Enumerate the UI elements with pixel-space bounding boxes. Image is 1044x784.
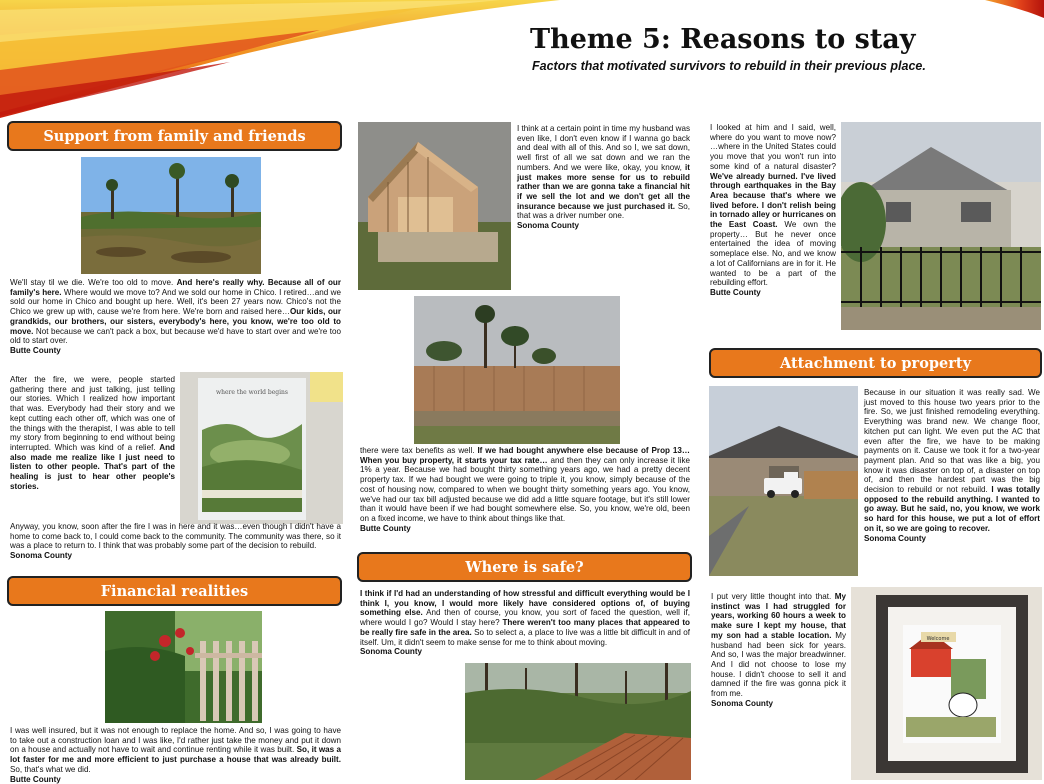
quote-part: and then they can only increase it like 1% a year. Because we had bought thirty something years ago, we had a pretty decent property tax. If we had bought we were going to triple it, you know, simply because of the cost of housing now, compared to when we bought thirty something years ago. You know, we've had our tax bill adjusted because we did add a little square footage, but it's still lower than it would have been if we had bought somewhere else. So, you know, we're old, been on a fixed income, we have to think about things like that. — [360, 455, 690, 523]
quote-part: We've already burned. I've lived through earthquakes in the Bay Area because that's where we lived before. I don't relish being in tornado alley or hurricanes on the East Coast. — [710, 171, 836, 230]
quote-part: There weren't too many places that appeared to be really fire safe in the area. — [360, 618, 690, 637]
quote-part: So, that's what we did. — [10, 764, 91, 774]
quote-source: Sonoma County — [711, 698, 774, 708]
quote-part: My husband had been sick for years. And so, I was the major breadwinner. And I did not choose to lose my house. I didn't choose to sell it and damned if the fire was gonna pick it from me. — [711, 630, 847, 699]
section-title-where-safe: Where is safe? — [465, 558, 584, 576]
quote-part: it just makes more sense for us to rebuild rather than we are gonna take a financial hit if we sell the lot and we don't get all the insurance because we just purchased it. — [517, 162, 690, 211]
quote-part: Because in our situation it was really sad. We just moved to this house two years prior to the fire. So, we just finished remodeling everything. Everything was brand new. We change floor, kitchen put can light. We even put the AC that even after the fire, we have to be making payments on it. Cause we took it for a two-year payment plan. And so that was like a big, you know it was disaster on top of, a disaster on top of, and then the hardest part was the big decision to rebuild or not rebuild. — [864, 388, 1040, 495]
quote-instinct — [711, 592, 846, 708]
quote-part: We'll stay til we die. We're too old to move. — [10, 278, 177, 287]
section-title-attachment: Attachment to property — [779, 354, 971, 372]
quote-part: Our kids, our grandkids, our brothers, our sisters, everybody's here, you know, we're too old to move. — [10, 307, 341, 336]
house-and-truck-photo — [709, 386, 858, 576]
framed-artwork-photo — [851, 587, 1042, 780]
page-title: Theme 5: Reasons to stay — [530, 24, 916, 55]
quote-part: My instinct was I had struggled for years, working 60 hours a week to make sure I kept my house, that my son had a stable location. — [711, 592, 846, 640]
quote-part: I was totally opposed to the rebuild anything. I wanted to go away. But he said, no, you know, we work so hard for this house, we put a lot of effort on it, so we are going to recover. — [864, 485, 1040, 533]
quote-part: I put very little thought into that. — [711, 592, 835, 601]
book-cover-photo — [180, 372, 343, 524]
page-subtitle: Factors that motivated survivors to rebuild in their previous place. — [532, 59, 926, 73]
house-with-iron-fence-photo — [841, 122, 1041, 330]
quote-part: there were tax benefits as well. — [360, 446, 478, 455]
section-banner-where-safe — [357, 552, 692, 582]
garden-lilies-photo — [105, 611, 262, 723]
quote-tax — [360, 446, 690, 533]
quote-remodel — [864, 388, 1040, 543]
quote-community-cont — [10, 522, 341, 561]
quote-part: I think if I'd had an understanding of how stressful and difficult everything would be I think I, you know, I would more likely have considered options of, of buying something else. — [360, 589, 690, 618]
quote-part: So, that was a driver number one. — [517, 201, 690, 221]
quote-part: I looked at him and I said, well, where do you want to move now? …where in the United States could you move that you won't run into some kind of a natural disaster? — [710, 123, 836, 171]
quote-part: After the fire, we were, people started gathering there and just talking, just telling our stories. Which I realized how important that was. Everybody had their story and we kept cutting each other off, which was one of the things with the therapist, I was able to tell my story from beginning to end without being interrupted. Which was kind of a relief. — [10, 375, 175, 452]
artwork-sign-text: Welcome — [926, 636, 950, 642]
quote-part: If we had bought anywhere else because of Prop 13… When you buy property, it starts your tax rate… — [360, 446, 690, 465]
quote-source: Butte County — [710, 287, 761, 297]
quote-source: Butte County — [10, 345, 61, 355]
quote-part: And then of course, you know, you sort of faced the question, well if, where would I go? Would I stay here? — [360, 608, 690, 628]
quote-family — [10, 278, 341, 356]
section-title-financial: Financial realities — [100, 582, 249, 600]
quote-fire-safe — [360, 589, 690, 657]
quote-source: Sonoma County — [517, 221, 580, 231]
quote-part: So to select a, a place to live was a little bit difficult in and of itself. Um, it didn't seem to make sense for me to think about moving. — [360, 627, 690, 647]
burned-landscape-photo — [81, 157, 261, 274]
quote-source: Sonoma County — [360, 647, 423, 657]
deck-and-forest-photo — [465, 663, 691, 780]
quote-rebuild-decision — [517, 124, 690, 231]
quote-source: Butte County — [360, 523, 411, 533]
quote-community — [10, 375, 175, 491]
quote-source: Sonoma County — [10, 551, 73, 561]
section-banner-support — [7, 121, 342, 151]
quote-natural-disaster — [710, 123, 836, 298]
quote-part: I was well insured, but it was not enough to replace the home. And so, I was going to have to take out a construction loan and I was like, I'd rather just take the money and put it down on a house and actually not have to wait and continue renting while it was built. — [10, 726, 341, 755]
book-title-text: where the world begins — [216, 389, 288, 396]
quote-part: And also made me realize like I just need to listen to other people. That's part of the healing is just to hear other people's stories. — [10, 442, 175, 491]
quote-part: So, it was a lot faster for me and more efficient to just purchase a house that was already built. — [10, 745, 341, 765]
section-banner-financial — [7, 576, 342, 606]
quote-part: I think at a certain point in time my husband was even like, I don't even know if I wanna go back and deal with all of this. And so I, we sat down, well first of all we sat down and we ran the numbers. And we were like, okay, you know, — [517, 124, 690, 172]
quote-part: Not because we can't pack a box, but because we'd have to start over and we're too old to start over. — [10, 326, 341, 346]
quote-source: Sonoma County — [864, 533, 927, 543]
quote-part: Anyway, you know, soon after the fire I was in here and it was…even though I didn't have a home to come back to, I could come back to the community. The community was there, so it was a place to return to. I think that was probably some part of the decision to rebuild. — [10, 522, 341, 551]
quote-part: And here's really why. Because all of our family's here. — [10, 278, 341, 297]
section-banner-attachment — [709, 348, 1042, 378]
quote-part: We own the property… But he never once entertained the idea of moving someplace else. No, and we know a lot of Californians are in for it. He wanted to be a part of the rebuilding effort. — [710, 220, 836, 288]
quote-insurance — [10, 726, 341, 784]
quote-part: Where would we move to? And we sold our home in Chico. I retired…and we sold our home in Chico and bought up here. Well, it's been 27 years now. Chico's not the Chico we grew up with, cause we're from here. We're born and raised here… — [10, 287, 341, 317]
quote-source: Butte County — [10, 774, 61, 784]
section-title-support: Support from family and friends — [43, 127, 306, 145]
house-frame-photo — [358, 122, 511, 290]
fence-and-trees-photo — [414, 296, 620, 444]
